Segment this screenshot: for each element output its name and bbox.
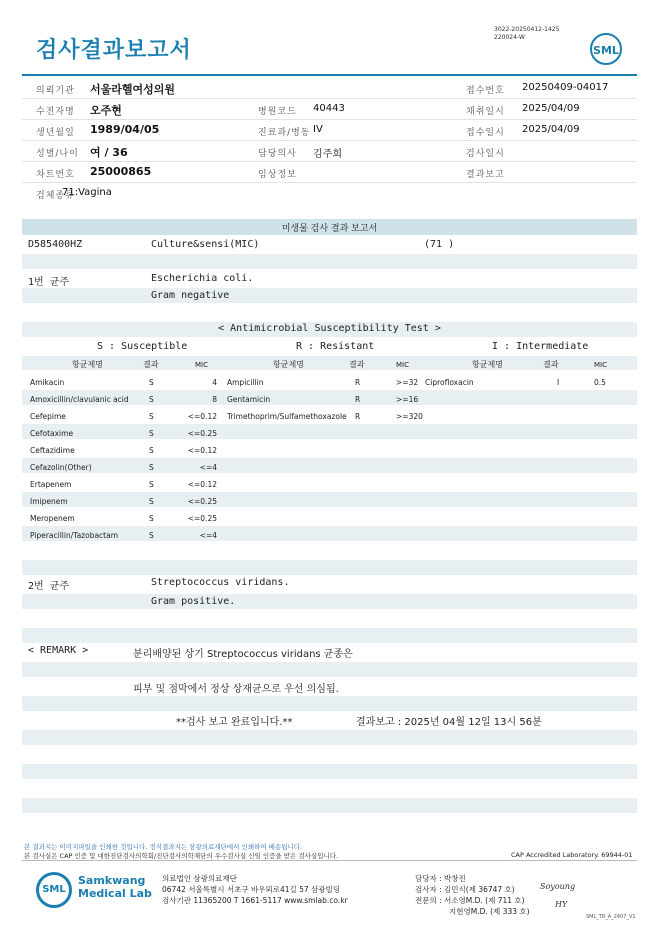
ast-mic: >=16 [396, 395, 419, 404]
ast-mic: <=0.25 [187, 514, 217, 523]
ast-result: S [149, 531, 154, 540]
sex-age-label: 성별/나이 [36, 149, 79, 159]
ast-drug-name: Gentamicin [227, 395, 271, 404]
stripe [22, 696, 637, 711]
ast-result: S [149, 378, 154, 387]
staff-tester: 검사자 : 김민식(제 36747 호) [415, 885, 515, 894]
specimen-label: 검체종류 [36, 191, 75, 201]
org-name: 의료법인 삼광의료재단 [162, 874, 237, 883]
ast-result: S [149, 497, 154, 506]
remark-line-2: 피부 및 점막에서 정상 상재균으로 우선 의심됨. [133, 684, 339, 695]
name-label: 수진자명 [36, 107, 75, 117]
micro-section-header [22, 219, 637, 235]
sex-age-value: 여 / 36 [90, 146, 128, 159]
col-drug-header: 항균제명 [472, 360, 503, 369]
info-row-chart [22, 162, 637, 183]
ast-result: S [149, 412, 154, 421]
col-drug-header: 항균제명 [72, 360, 103, 369]
specimen-value: 71:Vagina [62, 187, 112, 198]
ast-result: S [149, 463, 154, 472]
organism1-name: Escherichia coli. [151, 273, 254, 284]
signature-2: HY [555, 900, 568, 909]
ast-result: S [149, 395, 154, 404]
ast-drug-name: Cefotaxime [30, 429, 74, 438]
ast-mic: 8 [212, 395, 217, 404]
col-result-header: 결과 [143, 360, 159, 369]
report-timestamp: 결과보고 : 2025년 04월 12일 13시 56분 [356, 717, 542, 728]
organism2-gram: Gram positive. [151, 596, 236, 607]
organism1-gram: Gram negative [151, 290, 230, 301]
ast-drug-name: Ertapenem [30, 480, 72, 489]
document-code-1: 3022-20250412-1425 [494, 26, 560, 33]
stripe [22, 798, 637, 813]
stripe [22, 730, 637, 745]
ast-mic: <=4 [199, 463, 217, 472]
info-row-dob [22, 120, 637, 141]
clinical-info-label: 임상정보 [258, 170, 297, 180]
stripe [22, 424, 637, 439]
info-row-sex-age [22, 141, 637, 162]
organization-info [162, 873, 348, 906]
ast-drug-name: Ceftazidime [30, 446, 75, 455]
ast-drug-name: Cefazolin(Other) [30, 463, 92, 472]
ast-drug-name: Ciprofloxacin [425, 378, 474, 387]
footer-notice-2: 본 검사실은 CAP 인증 및 대한진단검사의학회/진단검사의학재단의 우수검사실 신임 인증을 받은 검사실입니다. [24, 852, 339, 860]
col-mic-header: MIC [396, 361, 409, 369]
ast-result: S [149, 514, 154, 523]
ast-result: I [557, 378, 560, 387]
ast-mic: <=0.25 [187, 429, 217, 438]
report-title: 검사결과보고서 [36, 38, 192, 63]
ast-mic: 0.5 [594, 378, 606, 387]
remark-line-1: 분리배양된 상기 Streptococcus viridans 균종은 [133, 649, 353, 660]
document-code [494, 26, 559, 42]
info-row-name [22, 99, 637, 120]
doctor-label: 담당의사 [258, 149, 297, 159]
test-code: D585400HZ [28, 239, 83, 250]
collect-date-label: 채취일시 [466, 107, 505, 117]
dept-label: 진료과/병동 [258, 128, 311, 138]
col-drug-header: 항균제명 [273, 360, 304, 369]
footer-divider [22, 860, 637, 861]
institution-label: 의뢰기관 [36, 86, 75, 96]
test-name: Culture&sensi(MIC) [151, 239, 260, 250]
chart-no-value: 25000865 [90, 165, 152, 178]
stripe [22, 492, 637, 507]
dob-label: 생년월일 [36, 128, 75, 138]
ast-drug-name: Imipenem [30, 497, 68, 506]
stripe [22, 288, 637, 303]
test-date-label: 검사일시 [466, 149, 505, 159]
ast-mic: <=0.12 [187, 446, 217, 455]
stripe [22, 662, 637, 677]
info-row-institution [22, 78, 637, 99]
ast-mic: <=0.25 [187, 497, 217, 506]
org-contact: 검사기관 11365200 T 1661-5117 www.smlab.co.kr [162, 896, 348, 905]
ward-code-value: 40443 [313, 103, 345, 114]
accept-date-value: 2025/04/09 [522, 124, 580, 135]
form-code: SML_TR_A_2407_V1 [586, 914, 636, 920]
stripe [22, 458, 637, 473]
receipt-no-label: 접수번호 [466, 86, 505, 96]
ast-result: R [355, 378, 361, 387]
org-address: 06742 서울특별시 서초구 바우뫼로41길 57 삼광빌딩 [162, 885, 341, 894]
collect-date-value: 2025/04/09 [522, 103, 580, 114]
stripe [22, 560, 637, 575]
organism2-label: 2번 균주 [28, 581, 70, 592]
staff-manager: 담당자 : 박창진 [415, 874, 466, 883]
ast-title: < Antimicrobial Susceptibility Test > [218, 323, 441, 334]
ast-drug-name: Ampicillin [227, 378, 264, 387]
receipt-no-value: 20250409-04017 [522, 82, 609, 93]
organism2-name: Streptococcus viridans. [151, 577, 290, 588]
ast-drug-name: Cefepime [30, 412, 66, 421]
lab-name-2: Medical Lab [78, 887, 152, 900]
institution-value: 서울라헬여성의원 [90, 83, 176, 96]
title-divider [22, 74, 637, 76]
cap-accreditation: CAP Accredited Laboratory. 69944-01 [511, 851, 633, 859]
accept-date-label: 접수일시 [466, 128, 505, 138]
footer-notice-1: 본 결과지는 이미지파일을 인쇄한 것입니다. 정식결과지는 삼광의료재단에서 인쇄하여 배송됩니다. [24, 843, 303, 851]
stripe [22, 628, 637, 643]
ward-code-label: 병원코드 [258, 107, 297, 117]
chart-no-label: 차트번호 [36, 170, 75, 180]
ast-title-band [22, 322, 637, 337]
sml-logo-icon: SML [590, 33, 622, 65]
name-value: 오주현 [90, 104, 122, 117]
ast-mic: <=4 [199, 531, 217, 540]
stripe [22, 764, 637, 779]
staff-info [415, 873, 530, 917]
report-complete-text: **검사 보고 완료입니다.** [176, 717, 293, 728]
stripe [22, 594, 637, 609]
ast-result: R [355, 412, 361, 421]
ast-drug-name: Amoxicillin/clavulanic acid [30, 395, 129, 404]
ast-drug-name: Piperacillin/Tazobactam [30, 531, 119, 540]
ast-drug-name: Meropenem [30, 514, 75, 523]
legend-intermediate: I : Intermediate [492, 341, 589, 352]
micro-section-title: 미생물 검사 결과 보고서 [281, 224, 378, 234]
staff-specialist-2: 지현영M.D. (제 333 호) [449, 907, 530, 916]
ast-mic: <=0.12 [187, 412, 217, 421]
spacer [22, 305, 637, 320]
ast-result: S [149, 480, 154, 489]
legend-resistant: R : Resistant [296, 341, 375, 352]
ast-result: S [149, 446, 154, 455]
col-result-header: 결과 [543, 360, 559, 369]
staff-specialist-1: 전문의 : 서소영M.D. (제 711 호) [415, 896, 525, 905]
col-result-header: 결과 [349, 360, 365, 369]
ast-mic: <=0.12 [187, 480, 217, 489]
ast-result: R [355, 395, 361, 404]
ast-mic: 4 [212, 378, 217, 387]
info-row-specimen [22, 183, 637, 203]
ast-drug-name: Trimethoprim/Sulfamethoxazole [227, 412, 347, 421]
lab-name [78, 874, 152, 900]
test-number: (71 ) [424, 239, 455, 250]
col-mic-header: MIC [594, 361, 607, 369]
report-label: 결과보고 [466, 170, 505, 180]
document-code-2: 220024-W [494, 34, 525, 41]
organism1-label: 1번 균주 [28, 277, 70, 288]
remark-label: < REMARK > [28, 645, 89, 656]
signature-1: Soyoung [540, 882, 576, 891]
lab-name-1: Samkwang [78, 874, 146, 887]
dob-value: 1989/04/05 [90, 123, 160, 136]
legend-susceptible: S : Susceptible [97, 341, 188, 352]
sml-logo-icon: SML [36, 872, 72, 908]
dept-value: IV [313, 124, 323, 135]
doctor-value: 김주희 [313, 149, 342, 160]
col-mic-header: MIC [195, 361, 208, 369]
ast-drug-name: Amikacin [30, 378, 65, 387]
ast-mic: >=320 [396, 412, 423, 421]
stripe [22, 254, 637, 269]
ast-result: S [149, 429, 154, 438]
ast-mic: >=32 [396, 378, 419, 387]
